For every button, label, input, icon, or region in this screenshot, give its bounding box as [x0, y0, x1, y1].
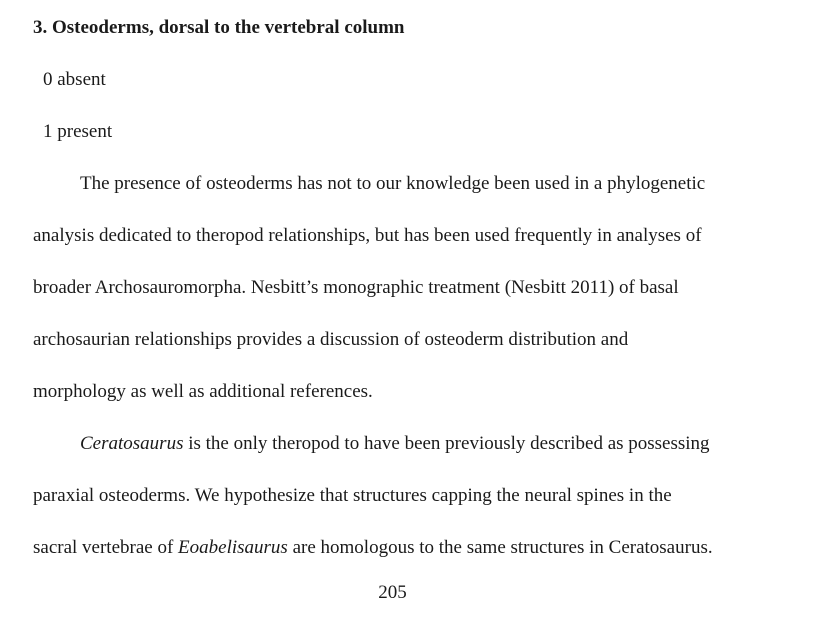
paragraph-line: [80, 432, 710, 456]
paragraph-line: The presence of osteoderms has not to our knowledge been used in a phylogenetic: [80, 173, 706, 194]
paragraph-line: broader Archosauromorpha. Nesbitt’s monographic treatment (Nesbitt 2011) of basal: [33, 277, 679, 298]
paragraph-line: archosaurian relationships provides a discussion of osteoderm distribution and: [33, 329, 629, 350]
character-state-present: 1 present: [43, 121, 113, 142]
taxon-name-italic: Eoabelisaurus: [178, 537, 288, 558]
character-heading: 3. Osteoderms, dorsal to the vertebral column: [33, 17, 405, 38]
paragraph-line: morphology as well as additional references.: [33, 381, 373, 402]
character-state-absent: 0 absent: [43, 69, 106, 90]
page-number: 205: [378, 582, 407, 603]
paragraph-line: [33, 536, 713, 560]
line-text: are homologous to the same structures in Ceratosaurus.: [287, 537, 713, 558]
line-text: sacral vertebrae of: [33, 537, 179, 558]
paragraph-line: paraxial osteoderms. We hypothesize that structures capping the neural spines in the: [33, 485, 672, 506]
line-text: is the only theropod to have been previously described as possessing: [183, 433, 710, 454]
taxon-name-italic: Ceratosaurus: [80, 433, 184, 454]
paragraph-line: analysis dedicated to theropod relationships, but has been used frequently in analyses of: [33, 225, 702, 246]
